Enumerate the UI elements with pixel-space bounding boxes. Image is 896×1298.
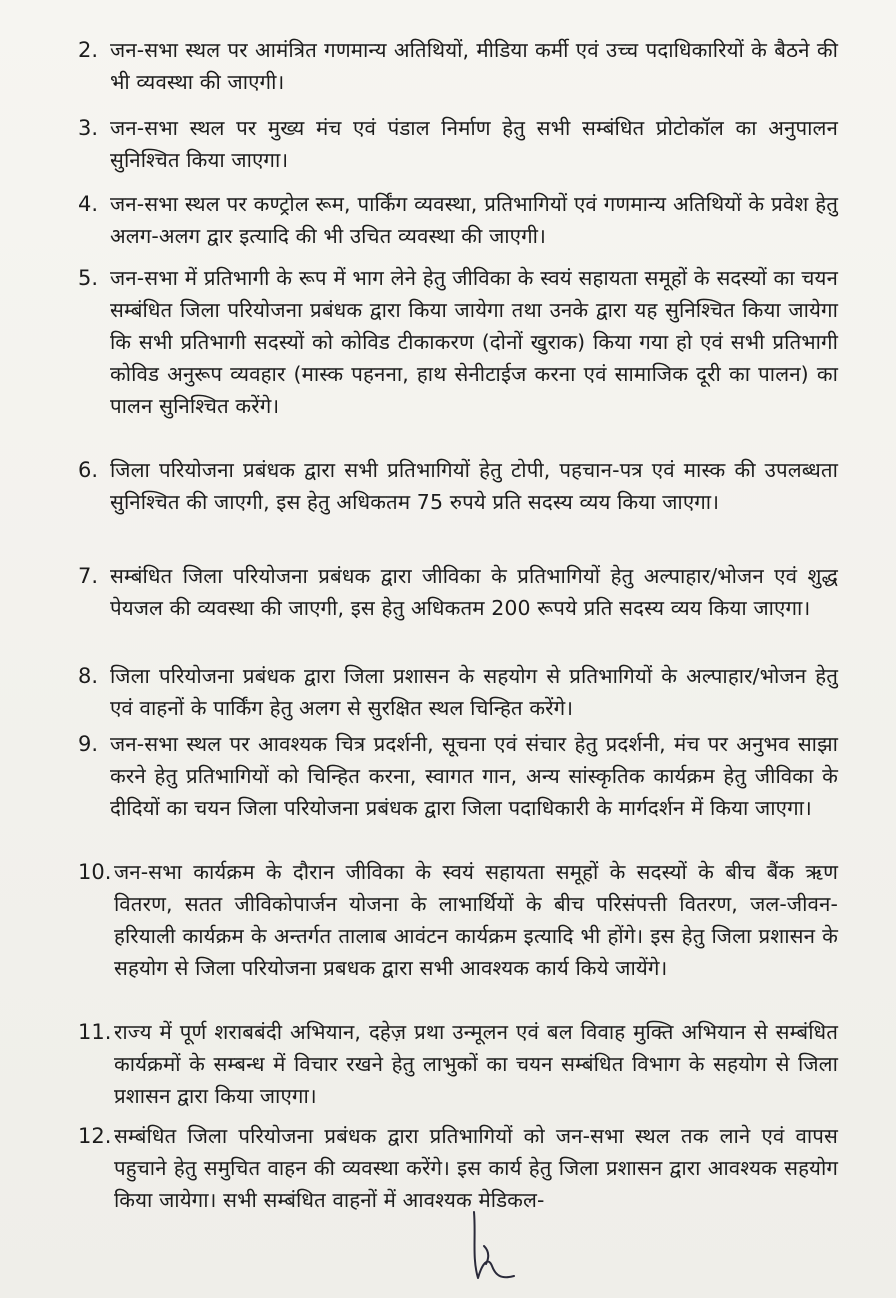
item-number: 12.: [78, 1124, 112, 1148]
item-number: 11.: [78, 1020, 112, 1044]
item-text: जन-सभा में प्रतिभागी के रूप में भाग लेने हेतु जीविका के स्वयं सहायता समूहों के सदस्यों का चयन सम्बंधित जिला परियोजना प्रबंधक द्वारा किया जायेगा तथा उनके द्वारा यह सुनिश्चित किया जायेगा कि सभी प्रतिभागी सदस्यों को कोविड टीकाकरण (दोनों खुराक) किया गया हो एवं सभी प्रतिभागी कोविड अनुरूप व्यवहार (मास्क पहनना, हाथ सेनीटाईज करना एवं सामाजिक दूरी का पालन) का पालन सुनिश्चित करेंगे।: [110, 266, 838, 418]
item-text: जन-सभा स्थल पर कण्ट्रोल रूम, पार्किंग व्यवस्था, प्रतिभागियों एवं गणमान्य अतिथियों के प्रवेश हेतु अलग-अलग द्वार इत्यादि की भी उचित व्यवस्था की जाएगी।: [110, 192, 838, 248]
item-text: जिला परियोजना प्रबंधक द्वारा सभी प्रतिभागियों हेतु टोपी, पहचान-पत्र एवं मास्क की उपलब्धता सुनिश्चित की जाएगी, इस हेतु अधिकतम 75 रुपये प्रति सदस्य व्यय किया जाएगा।: [110, 458, 838, 514]
list-item-8: [78, 660, 838, 724]
item-number: 4.: [78, 192, 99, 216]
item-text: जिला परियोजना प्रबंधक द्वारा जिला प्रशासन के सहयोग से प्रतिभागियों के अल्पाहार/भोजन हेतु एवं वाहनों के पार्किंग हेतु अलग से सुरक्षित स्थल चिन्हित करेंगे।: [110, 664, 838, 720]
item-text: जन-सभा स्थल पर आवश्यक चित्र प्रदर्शनी, सूचना एवं संचार हेतु प्रदर्शनी, मंच पर अनुभव साझा करने हेतु प्रतिभागियों को चिन्हित करना, स्वागत गान, अन्य सांस्कृतिक कार्यक्रम हेतु जीविका के दीदियों का चयन जिला परियोजना प्रबंधक द्वारा जिला पदाधिकारी के मार्गदर्शन में किया जाएगा।: [110, 732, 838, 820]
list-item-12: [78, 1120, 838, 1216]
item-text: जन-सभा स्थल पर मुख्य मंच एवं पंडाल निर्माण हेतु सभी सम्बंधित प्रोटोकॉल का अनुपालन सुनिश्चित किया जाएगा।: [110, 116, 838, 172]
item-number: 8.: [78, 664, 99, 688]
list-item-7: [78, 560, 838, 624]
item-number: 6.: [78, 458, 99, 482]
item-text: सम्बंधित जिला परियोजना प्रबंधक द्वारा प्रतिभागियों को जन-सभा स्थल तक लाने एवं वापस पहुचाने हेतु समुचित वाहन की व्यवस्था करेंगे। इस कार्य हेतु जिला प्रशासन द्वारा आवश्यक सहयोग किया जायेगा। सभी सम्बंधित वाहनों में आवश्यक मेडिकल-: [114, 1124, 838, 1212]
list-item-5: [78, 262, 838, 422]
list-item-11: [78, 1016, 838, 1112]
list-item-4: [78, 188, 838, 252]
item-number: 9.: [78, 732, 99, 756]
item-text: जन-सभा कार्यक्रम के दौरान जीविका के स्वयं सहायता समूहों के सदस्यों के बीच बैंक ऋण वितरण, सतत जीविकोपार्जन योजना के लाभार्थियों के बीच परिसंपत्ती वितरण, जल-जीवन-हरियाली कार्यक्रम के अन्तर्गत तालाब आवंटन कार्यक्रम इत्यादि भी होंगे। इस हेतु जिला प्रशासन के सहयोग से जिला परियोजना प्रबधक द्वारा सभी आवश्यक कार्य किये जायेंगे।: [114, 860, 838, 980]
item-number: 3.: [78, 116, 99, 140]
list-item-2: [78, 34, 838, 98]
item-number: 2.: [78, 38, 99, 62]
list-item-6: [78, 454, 838, 518]
list-item-10: [78, 856, 838, 984]
signature-mark: [462, 1206, 532, 1286]
item-text: सम्बंधित जिला परियोजना प्रबंधक द्वारा जीविका के प्रतिभागियों हेतु अल्पाहार/भोजन एवं शुद्ध पेयजल की व्यवस्था की जाएगी, इस हेतु अधिकतम 200 रूपये प्रति सदस्य व्यय किया जाएगा।: [110, 564, 838, 620]
item-text: राज्य में पूर्ण शराबबंदी अभियान, दहेज़ प्रथा उन्मूलन एवं बल विवाह मुक्ति अभियान से सम्बंधित कार्यक्रमों के सम्बन्ध में विचार रखने हेतु लाभुकों का चयन सम्बंधित विभाग के सहयोग से जिला प्रशासन द्वारा किया जाएगा।: [114, 1020, 838, 1108]
item-number: 5.: [78, 266, 99, 290]
item-number: 10.: [78, 860, 112, 884]
list-item-3: [78, 112, 838, 176]
item-text: जन-सभा स्थल पर आमंत्रित गणमान्य अतिथियों, मीडिया कर्मी एवं उच्च पदाधिकारियों के बैठने की भी व्यवस्था की जाएगी।: [110, 38, 838, 94]
item-number: 7.: [78, 564, 99, 588]
list-item-9: [78, 728, 838, 824]
